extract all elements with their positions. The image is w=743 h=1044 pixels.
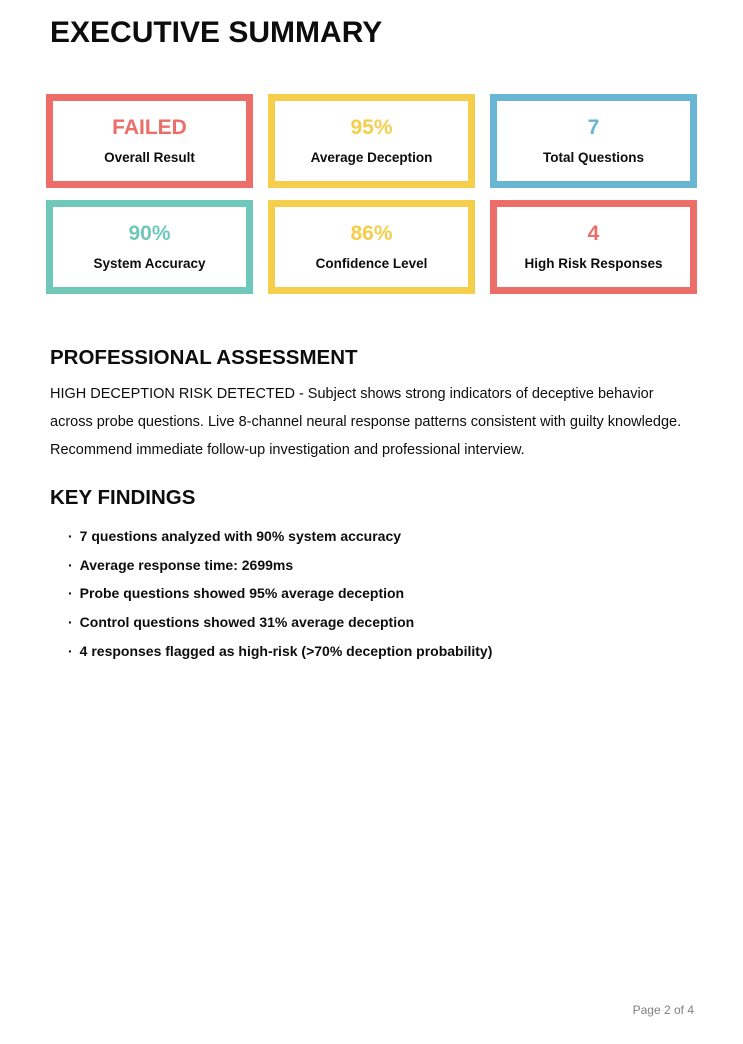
finding-item [68,608,743,637]
stat-value: 7 [587,116,600,140]
finding-item [68,522,743,551]
finding-item [68,637,743,666]
stat-card [268,200,475,294]
stat-label: System Accuracy [93,256,206,272]
stat-card [490,94,697,188]
assessment-body-text: HIGH DECEPTION RISK DETECTED - Subject shows strong indicators of deceptive behavior across probe questions. Live 8-channel neural response patterns consistent with guilty knowledge. Recommend immediate follow-up investigation and professional interview. [50,386,682,458]
stat-label: Average Deception [310,150,433,166]
bullet-icon: · [68,528,73,544]
assessment-heading: PROFESSIONAL ASSESSMENT [50,346,358,369]
finding-text: Probe questions showed 95% average deception [79,585,405,602]
bullet-icon: · [68,642,73,659]
finding-item [68,579,743,608]
key-findings-heading: KEY FINDINGS [50,486,196,509]
stat-card [490,200,697,294]
finding-text: 4 responses flagged as high-risk (>70% deception probability) [79,642,493,659]
stat-value: 90% [128,222,171,246]
finding-text: 7 questions analyzed with 90% system accuracy [79,528,402,544]
bullet-icon: · [68,556,73,573]
stat-label: Confidence Level [315,256,428,272]
finding-text: Control questions showed 31% average deception [79,614,415,631]
stat-cards-grid [46,94,697,294]
stat-value: 86% [350,222,393,246]
finding-text: Average response time: 2699ms [79,556,294,573]
stat-label: Total Questions [542,150,644,166]
stat-card [46,200,253,294]
key-findings-list [0,522,743,666]
page-title: EXECUTIVE SUMMARY [50,16,383,49]
stat-value: FAILED [112,116,187,140]
bullet-icon: · [68,585,73,602]
stat-value: 95% [350,116,393,140]
finding-item [68,551,743,580]
stat-card [268,94,475,188]
page-number: Page 2 of 4 [632,1003,694,1017]
bullet-icon: · [68,614,73,631]
stat-label: High Risk Responses [524,256,663,272]
stat-value: 4 [587,222,600,246]
stat-label: Overall Result [104,150,195,166]
stat-card [46,94,253,188]
